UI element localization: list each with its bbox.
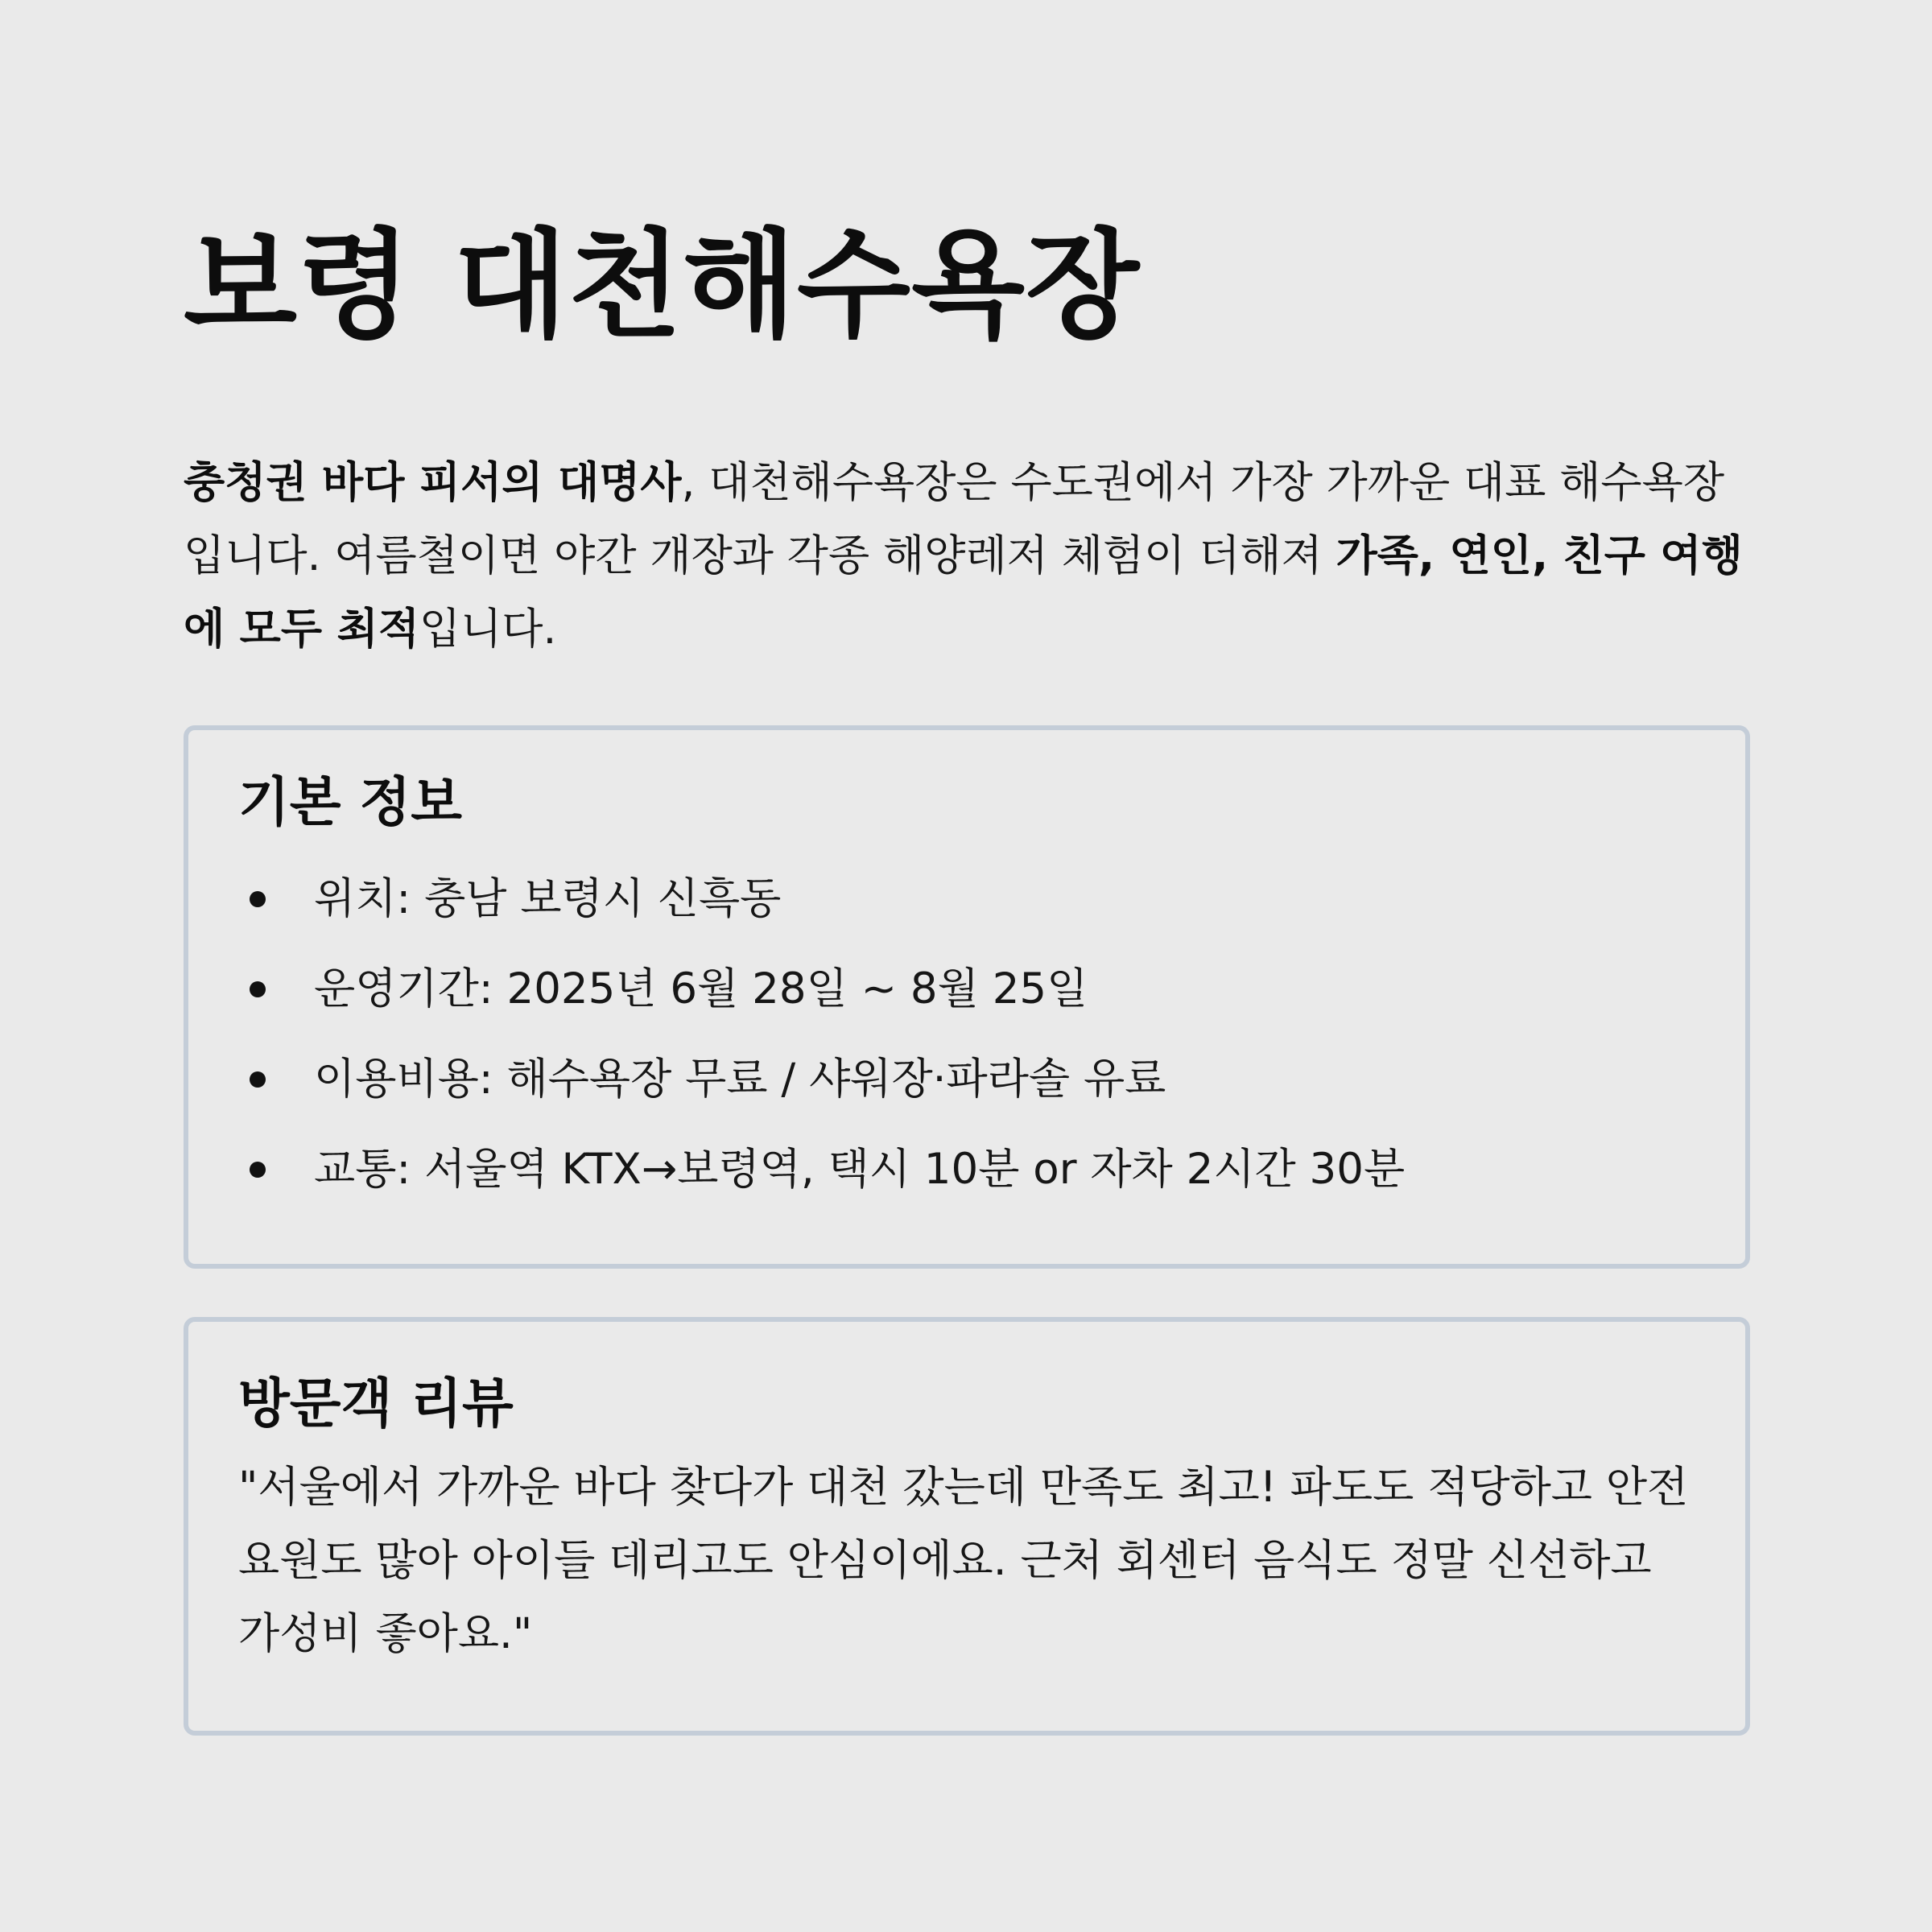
bullet-icon bbox=[250, 1071, 266, 1088]
info-item-text: 교통: 서울역 KTX→보령역, 택시 10분 or 자차 2시간 30분 bbox=[314, 1145, 1406, 1194]
review-text: "서울에서 가까운 바다 찾다가 대천 갔는데 만족도 최고! 파도도 적당하고 안전요원도 많아 아이들 데리고도 안심이에요. 근처 회센터 음식도 정말 신선하고 가성비 좋아요." bbox=[238, 1463, 1689, 1658]
intro-text-1: , 대천해수욕장은 수도권에서 가장 가까운 대표 해수욕장입니다. 여름철이면 야간 개장과 각종 해양레저 체험이 더해져 bbox=[184, 458, 1725, 580]
intro-highlight-2: 가족, 연인, 친구 여행에 모두 최적 bbox=[184, 531, 1743, 654]
info-item-text: 이용비용: 해수욕장 무료 / 샤워장·파라솔 유료 bbox=[314, 1055, 1166, 1104]
intro-paragraph bbox=[184, 446, 1748, 666]
info-item-period bbox=[238, 944, 1695, 1034]
bullet-icon bbox=[250, 1162, 266, 1178]
intro-text-2: 입니다. bbox=[419, 605, 557, 654]
intro-highlight-1: 충청권 바다 피서의 대명사 bbox=[184, 458, 682, 507]
info-item-text: 운영기간: 2025년 6월 28일 ~ 8월 25일 bbox=[314, 964, 1088, 1013]
review-title: 방문객 리뷰 bbox=[238, 1373, 514, 1435]
info-item-cost bbox=[238, 1034, 1695, 1125]
info-item-text: 위치: 충남 보령시 신흑동 bbox=[314, 874, 782, 923]
info-item-transport bbox=[238, 1125, 1695, 1215]
page-title: 보령 대천해수욕장 bbox=[184, 217, 1141, 354]
basic-info-list bbox=[238, 854, 1695, 1215]
info-item-location bbox=[238, 854, 1695, 944]
basic-info-card bbox=[184, 725, 1750, 1269]
bullet-icon bbox=[250, 981, 266, 997]
bullet-icon bbox=[250, 891, 266, 907]
review-card bbox=[184, 1317, 1750, 1736]
article bbox=[184, 217, 1748, 1736]
basic-info-title: 기본 정보 bbox=[238, 771, 463, 833]
